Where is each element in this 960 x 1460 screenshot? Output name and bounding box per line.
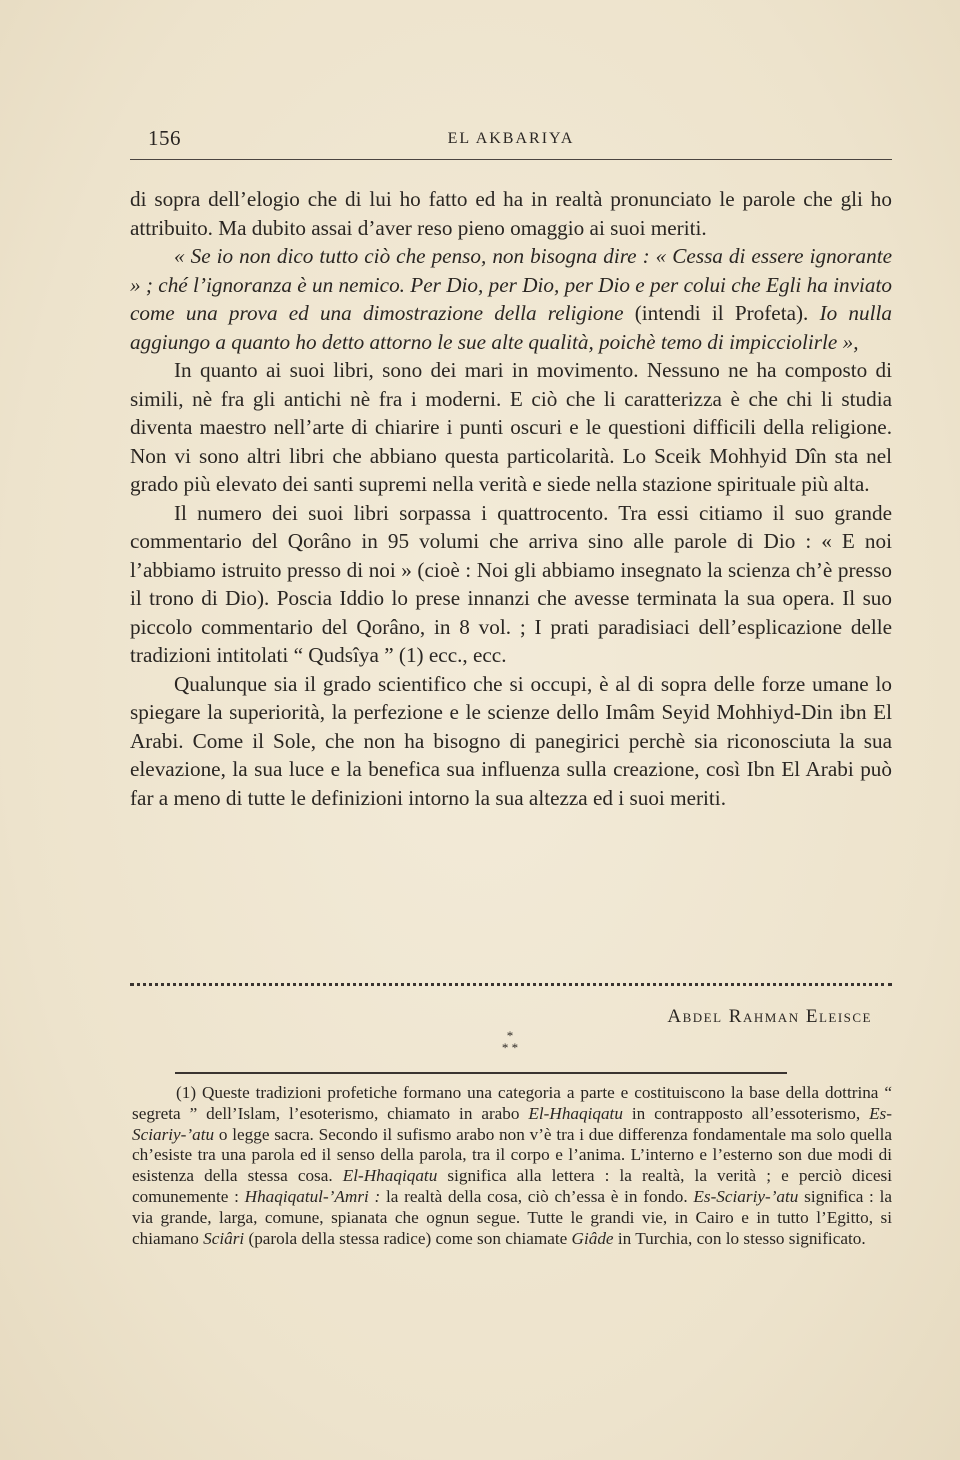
footnote-term: Giâde [571, 1228, 614, 1248]
author-signature: Abdel Rahman Eleisce [667, 1006, 872, 1027]
footnote-text: (1) Queste tradizioni profetiche formano una categoria a parte e costituiscono la base della dottrina “ segreta ” dell’Islam, l’esoterismo, chiamato in arabo [132, 1083, 892, 1123]
footnote-text: in Turchia, con lo stesso significato. [613, 1228, 866, 1248]
page-header [130, 126, 892, 156]
paragraph-4: Il numero dei suoi libri sorpassa i quattrocento. Tra essi citiamo il suo grande commentario del Qorâno in 95 volumi che arriva sino alle parole di Dio : « E noi l’abbiamo istruito presso di noi » (cioè : Noi gli abbiamo insegnato la scienza ch’è presso il trono di Dio). Poscia Iddio lo prese innanzi che avesse terminata la sua opera. Il suo piccolo commentario del Qorâno, in 8 vol. ; I prati paradisiaci dell’esplicazione delle tradizioni intitolati “ Qudsîya ” (1) ecc., ecc. [130, 500, 892, 667]
footnote-text: o legge sacra. Secondo il sufismo arabo non v’è tra i due differenza fondamentale ma solo quella ch’esiste tra una parola ed il senso della parola, tra il corpo e l’anima. L’interno e l’esterno son due modi di esistenza della stessa cosa. [132, 1124, 892, 1186]
footnote-text: significa : la via grande, larga, comune, spianata che ognun segue. Tutte le grandi vie, in Cairo e in tutto l’Egitto, si chiamano [132, 1186, 892, 1248]
quote-italic-a: « Se io non dico tutto ciò che penso, non bisogna dire : « Cessa di essere ignorante » ; ché l’ignoranza è un nemico. Per Dio, per Dio, per Dio e per colui che Egli ha inviato come una prova ed una dimostrazione della religione [130, 244, 892, 325]
paragraph-2-quote [130, 242, 892, 356]
footnote-text: in contrapposto all’essoterismo, [622, 1103, 870, 1123]
footnote [132, 1083, 892, 1249]
footnote-text: la realtà della cosa, ciò ch’essa è in fondo. [380, 1186, 694, 1206]
quote-italic-b: Io nulla aggiungo a quanto ho detto attorno le sue alte qualità, poichè temo di impicciolirle », [130, 301, 892, 354]
footnote-term: Sciâri [203, 1228, 245, 1248]
footnote-term: Es-Sciariy-’atu [132, 1103, 892, 1144]
paragraph-3: In quanto ai suoi libri, sono dei mari in movimento. Nessuno ne ha composto di simili, nè fra gli antichi nè fra i moderni. E ciò che li caratterizza è che chi li studia diventa maestro nell’arte di chiarire i punti oscuri e le questioni difficili della religione. Non vi sono altri libri che abbiano questa particolarità. Lo Sceik Mohhyid Dîn sta nel grado più elevato dei santi supremi nella verità e siede nella stazione spirituale più alta. [130, 358, 892, 496]
footnote-1 [132, 1083, 892, 1249]
main-text [130, 185, 892, 812]
footnote-rule [175, 1072, 787, 1074]
paragraph-1: di sopra dell’elogio che di lui ho fatto ed ha in realtà pronunciato le parole che gli ho attribuito. Ma dubito assai d’aver reso pieno omaggio ai suoi meriti. [130, 187, 892, 240]
footnote-text: significa alla lettera : la realtà, la verità ; e perciò dicesi comunemente : [132, 1166, 892, 1206]
footnote-text: (parola della stessa radice) come son chiamate [244, 1228, 572, 1248]
header-rule [130, 159, 892, 160]
footnote-term: Es-Sciariy-’atu [693, 1186, 799, 1206]
quote-roman: (intendi il Profeta). [623, 301, 820, 325]
page-number: 156 [148, 126, 181, 150]
footnote-term: El-Hhaqiqatu [528, 1103, 623, 1123]
footnote-term: El-Hhaqiqatu [342, 1166, 438, 1186]
footnote-term: Hhaqiqatul-’Amri : [244, 1186, 381, 1206]
dotted-rule [130, 983, 892, 998]
running-head: EL AKBARIYA [447, 130, 575, 147]
asterism: * * * [501, 1028, 519, 1055]
paragraph-5: Qualunque sia il grado scientifico che si occupi, è al di sopra delle forze umane lo spiegare la superiorità, la perfezione e le scienze dello Imâm Seyid Mohhiyd-Din ibn El Arabi. Come il Sole, che non ha bisogno di panegirici perchè sia riconosciuta la sua elevazione, la sua luce e la benefica sua influenza sulla creazione, così Ibn El Arabi può far a meno di tutte le definizioni intorno la sua altezza ed i suoi meriti. [130, 671, 892, 810]
